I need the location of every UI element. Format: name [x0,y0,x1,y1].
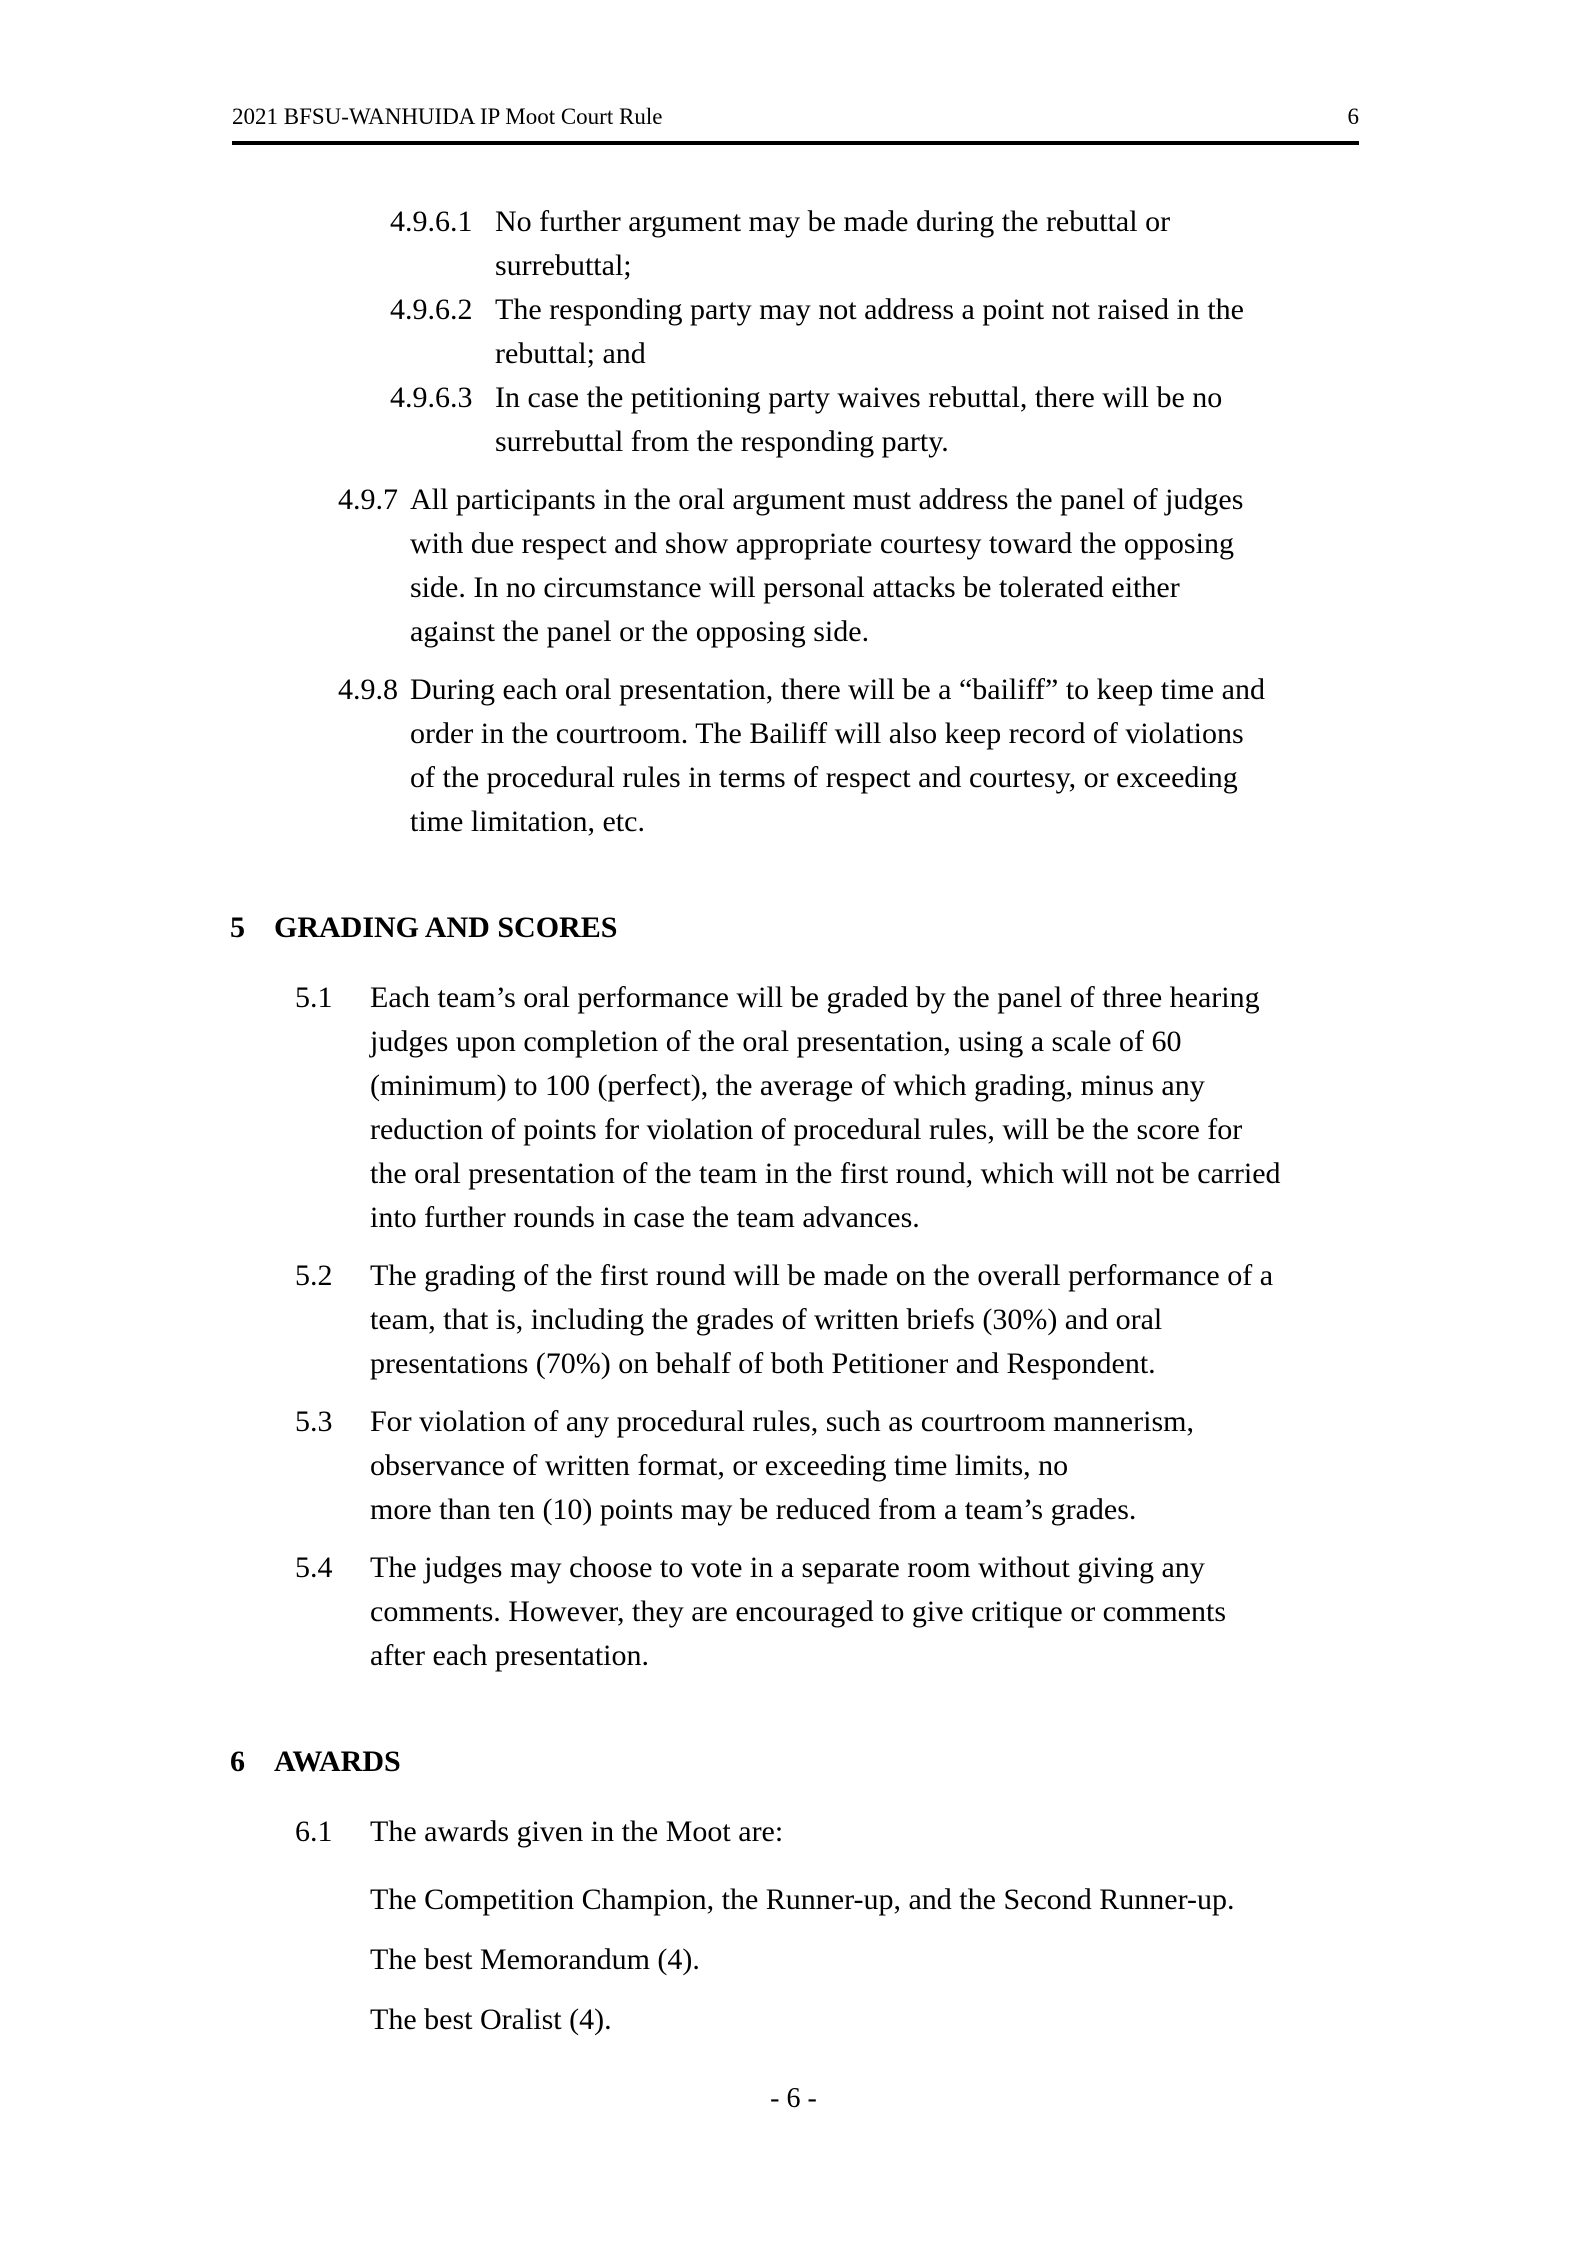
item-number: 4.9.8 [338,673,398,706]
text-line: order in the courtroom. The Bailiff will also keep record of violations [410,717,1244,750]
list-item [230,1810,1409,1854]
section-heading [230,906,1409,950]
item-text [370,2003,612,2036]
paragraph [230,1878,1409,1922]
section-heading [230,1740,1409,1784]
text-line: The awards given in the Moot are: [370,1815,784,1848]
list-item [230,376,1409,464]
item-number: 5.4 [295,1551,333,1584]
item-text [370,1259,1273,1380]
heading-text: AWARDS [274,1745,401,1778]
paragraph [230,1938,1409,1982]
text-line: For violation of any procedural rules, such as courtroom mannerism, [370,1405,1194,1438]
list-item [230,478,1409,654]
header-page-number: 6 [1347,104,1359,129]
item-text [370,1815,783,1848]
item-number: 4.9.6.1 [390,205,473,238]
text-line: The judges may choose to vote in a separate room without giving any [370,1551,1205,1584]
item-text [370,1943,700,1976]
text-line: No further argument may be made during the rebuttal or [495,205,1171,238]
item-number: 5.2 [295,1259,333,1292]
heading-number: 6 [230,1745,245,1778]
heading-number: 5 [230,911,245,944]
item-text [410,483,1243,648]
text-line: reduction of points for violation of procedural rules, will be the score for [370,1113,1243,1146]
list-item [230,288,1409,376]
item-number: 4.9.7 [338,483,398,516]
item-text [495,381,1222,458]
paragraph [230,1998,1409,2042]
item-text [495,205,1170,282]
text-line: observance of written format, or exceeding time limits, no [370,1449,1069,1482]
text-line: rebuttal; and [495,337,646,370]
text-line: more than ten (10) points may be reduced from a team’s grades. [370,1493,1137,1526]
heading-text: GRADING AND SCORES [274,911,618,944]
text-line: presentations (70%) on behalf of both Petitioner and Respondent. [370,1347,1156,1380]
text-line: surrebuttal; [495,249,632,282]
text-line: During each oral presentation, there will be a “bailiff” to keep time and [410,673,1265,706]
page-header [232,0,1359,145]
document-body [230,151,1409,2042]
text-line: into further rounds in case the team advances. [370,1201,920,1234]
text-line: of the procedural rules in terms of respect and courtesy, or exceeding [410,761,1238,794]
item-number: 5.1 [295,981,333,1014]
item-number: 4.9.6.2 [390,293,473,326]
text-line: Each team’s oral performance will be graded by the panel of three hearing [370,981,1260,1014]
text-line: time limitation, etc. [410,805,645,838]
text-line: The grading of the first round will be made on the overall performance of a [370,1259,1274,1292]
text-line: after each presentation. [370,1639,650,1672]
text-line: All participants in the oral argument must address the panel of judges [410,483,1244,516]
item-text [370,1405,1194,1526]
item-number: 6.1 [295,1815,333,1848]
item-text [495,293,1244,370]
text-line: In case the petitioning party waives rebuttal, there will be no [495,381,1223,414]
item-number: 5.3 [295,1405,333,1438]
item-text [370,1551,1226,1672]
text-line: The best Memorandum (4). [370,1943,700,1976]
list-item [230,976,1409,1240]
item-text [370,1883,1234,1916]
text-line: judges upon completion of the oral presentation, using a scale of 60 [370,1025,1182,1058]
item-text [410,673,1265,838]
text-line: surrebuttal from the responding party. [495,425,949,458]
text-line: side. In no circumstance will personal attacks be tolerated either [410,571,1180,604]
text-line: with due respect and show appropriate courtesy toward the opposing [410,527,1234,560]
text-line: The Competition Champion, the Runner-up, and the Second Runner-up. [370,1883,1235,1916]
list-item [230,668,1409,844]
text-line: (minimum) to 100 (perfect), the average of which grading, minus any [370,1069,1205,1102]
list-item [230,1400,1409,1532]
page-footer [0,2082,1587,2116]
text-line: team, that is, including the grades of written briefs (30%) and oral [370,1303,1163,1336]
text-line: The best Oralist (4). [370,2003,612,2036]
text-line: against the panel or the opposing side. [410,615,870,648]
text-line: the oral presentation of the team in the first round, which will not be carried [370,1157,1281,1190]
item-number: 4.9.6.3 [390,381,473,414]
list-item [230,200,1409,288]
footer-page-number: - 6 - [770,2083,817,2114]
item-text [370,981,1281,1234]
header-title: 2021 BFSU-WANHUIDA IP Moot Court Rule [232,104,663,129]
text-line: comments. However, they are encouraged to give critique or comments [370,1595,1226,1628]
text-line: The responding party may not address a point not raised in the [495,293,1244,326]
list-item [230,1254,1409,1386]
list-item [230,1546,1409,1678]
